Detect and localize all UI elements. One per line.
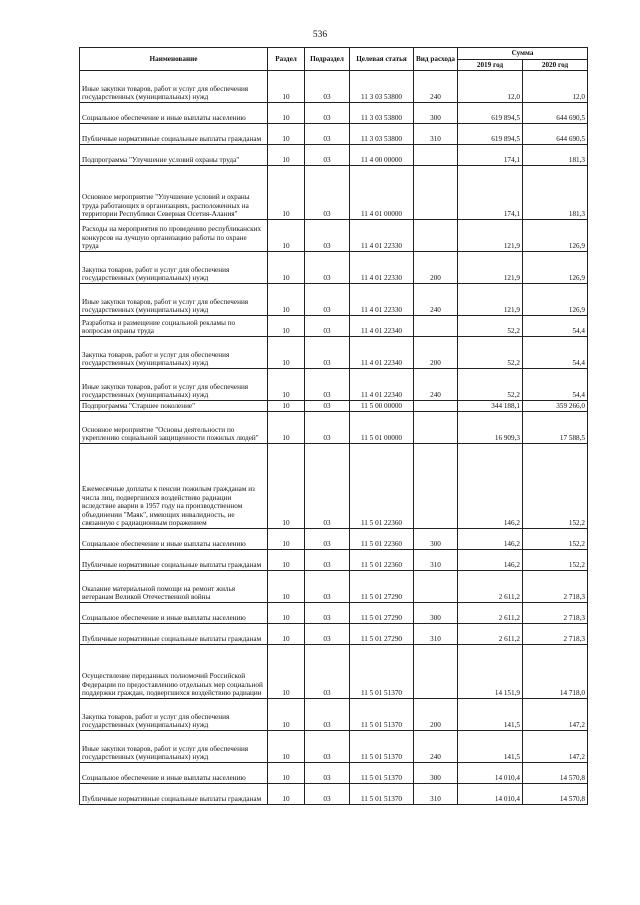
row-section: 10 (268, 252, 305, 284)
row-sum-2019: 146,2 (458, 529, 523, 550)
row-subsection: 03 (305, 337, 350, 369)
row-subsection: 03 (305, 603, 350, 624)
header-sum: Сумма (458, 48, 588, 60)
row-sum-2020: 54,4 (523, 337, 588, 369)
row-target-article: 11 5 01 22360 (350, 529, 414, 550)
header-expense-type: Вид расхода (414, 48, 458, 71)
row-section: 10 (268, 316, 305, 337)
row-name: Иные закупки товаров, работ и услуг для обеспечения государственных (муниципальных) нужд (80, 369, 268, 401)
row-name: Социальное обеспечение и иные выплаты населению (80, 763, 268, 784)
row-sum-2019: 174,1 (458, 145, 523, 166)
row-section: 10 (268, 166, 305, 220)
table-row (80, 252, 588, 284)
table-row (80, 71, 588, 103)
row-target-article: 11 4 01 22340 (350, 316, 414, 337)
row-target-article: 11 5 01 22360 (350, 444, 414, 529)
row-subsection: 03 (305, 369, 350, 401)
row-target-article: 11 5 01 27290 (350, 624, 414, 645)
header-section: Раздел (268, 48, 305, 71)
row-sum-2019: 344 188,1 (458, 401, 523, 412)
row-expense-type: 200 (414, 252, 458, 284)
row-expense-type: 300 (414, 603, 458, 624)
table-body (80, 71, 588, 805)
row-subsection: 03 (305, 103, 350, 124)
row-sum-2020: 181,3 (523, 166, 588, 220)
row-sum-2019: 146,2 (458, 444, 523, 529)
row-target-article: 11 3 03 53800 (350, 103, 414, 124)
row-target-article: 11 5 01 51370 (350, 645, 414, 699)
row-subsection: 03 (305, 784, 350, 805)
row-sum-2019: 12,0 (458, 71, 523, 103)
row-name: Публичные нормативные социальные выплаты гражданам (80, 124, 268, 145)
row-section: 10 (268, 645, 305, 699)
row-expense-type (414, 645, 458, 699)
row-subsection: 03 (305, 699, 350, 731)
row-target-article: 11 4 01 22330 (350, 284, 414, 316)
row-section: 10 (268, 71, 305, 103)
row-section: 10 (268, 369, 305, 401)
row-target-article: 11 4 01 22330 (350, 252, 414, 284)
row-section: 10 (268, 412, 305, 444)
row-sum-2020: 12,0 (523, 71, 588, 103)
row-sum-2020: 14 718,0 (523, 645, 588, 699)
row-section: 10 (268, 103, 305, 124)
row-sum-2019: 52,2 (458, 337, 523, 369)
row-sum-2019: 2 611,2 (458, 624, 523, 645)
row-sum-2020: 54,4 (523, 316, 588, 337)
row-section: 10 (268, 763, 305, 784)
row-sum-2019: 2 611,2 (458, 603, 523, 624)
row-target-article: 11 3 03 53800 (350, 71, 414, 103)
row-target-article: 11 5 01 51370 (350, 763, 414, 784)
table-row (80, 316, 588, 337)
table-row (80, 444, 588, 529)
row-expense-type: 310 (414, 624, 458, 645)
row-subsection: 03 (305, 145, 350, 166)
row-name: Социальное обеспечение и иные выплаты населению (80, 529, 268, 550)
row-target-article: 11 5 01 51370 (350, 784, 414, 805)
row-section: 10 (268, 529, 305, 550)
row-target-article: 11 4 01 22340 (350, 337, 414, 369)
table-row (80, 284, 588, 316)
row-expense-type: 240 (414, 369, 458, 401)
row-sum-2020: 2 718,3 (523, 603, 588, 624)
row-section: 10 (268, 699, 305, 731)
row-subsection: 03 (305, 252, 350, 284)
budget-table (79, 47, 588, 805)
row-subsection: 03 (305, 571, 350, 603)
row-sum-2019: 14 010,4 (458, 784, 523, 805)
row-name: Оказание материальной помощи на ремонт жилья ветеранам Великой Отечественной войны (80, 571, 268, 603)
row-sum-2020: 126,9 (523, 252, 588, 284)
row-sum-2019: 619 894,5 (458, 124, 523, 145)
row-sum-2020: 152,2 (523, 529, 588, 550)
row-target-article: 11 4 01 22340 (350, 369, 414, 401)
row-subsection: 03 (305, 124, 350, 145)
row-sum-2020: 126,9 (523, 284, 588, 316)
table-row (80, 337, 588, 369)
row-section: 10 (268, 624, 305, 645)
row-name: Подпрограмма "Старшее поколение" (80, 401, 268, 412)
row-expense-type: 300 (414, 103, 458, 124)
row-sum-2020: 2 718,3 (523, 571, 588, 603)
table-row (80, 550, 588, 571)
row-expense-type: 240 (414, 284, 458, 316)
table-row (80, 124, 588, 145)
table-row (80, 731, 588, 763)
row-sum-2019: 174,1 (458, 166, 523, 220)
row-section: 10 (268, 444, 305, 529)
row-sum-2020: 147,2 (523, 731, 588, 763)
row-sum-2019: 14 151,9 (458, 645, 523, 699)
row-subsection: 03 (305, 412, 350, 444)
row-target-article: 11 4 01 22330 (350, 220, 414, 252)
row-sum-2020: 152,2 (523, 444, 588, 529)
row-section: 10 (268, 337, 305, 369)
row-sum-2019: 121,9 (458, 220, 523, 252)
row-section: 10 (268, 784, 305, 805)
row-sum-2019: 52,2 (458, 369, 523, 401)
table-row (80, 571, 588, 603)
row-section: 10 (268, 550, 305, 571)
row-target-article: 11 5 01 51370 (350, 731, 414, 763)
row-section: 10 (268, 571, 305, 603)
row-sum-2020: 181,3 (523, 145, 588, 166)
row-sum-2019: 141,5 (458, 731, 523, 763)
table-row (80, 220, 588, 252)
row-section: 10 (268, 220, 305, 252)
table-row (80, 166, 588, 220)
header-year-2019: 2019 год (458, 60, 523, 71)
page-number: 536 (312, 30, 328, 40)
row-sum-2019: 2 611,2 (458, 571, 523, 603)
row-sum-2020: 152,2 (523, 550, 588, 571)
row-section: 10 (268, 401, 305, 412)
row-target-article: 11 4 01 00000 (350, 166, 414, 220)
row-name: Социальное обеспечение и иные выплаты населению (80, 103, 268, 124)
table-row (80, 103, 588, 124)
row-name: Ежемесячные доплаты к пенсии пожилым гражданам из числа лиц, подвергшихся воздействию радиации вследствие аварии в 1957 году на производственном объединении "Маяк", имеющих инвалидность, не связанную с радиационным поражением (80, 444, 268, 529)
row-subsection: 03 (305, 763, 350, 784)
row-sum-2020: 17 588,5 (523, 412, 588, 444)
row-name: Закупка товаров, работ и услуг для обеспечения государственных (муниципальных) нужд (80, 337, 268, 369)
row-sum-2020: 54,4 (523, 369, 588, 401)
row-expense-type: 310 (414, 124, 458, 145)
row-subsection: 03 (305, 731, 350, 763)
row-sum-2019: 619 894,5 (458, 103, 523, 124)
row-expense-type (414, 316, 458, 337)
row-sum-2019: 14 010,4 (458, 763, 523, 784)
row-section: 10 (268, 145, 305, 166)
table-row (80, 401, 588, 412)
header-name: Наименование (80, 48, 268, 71)
row-sum-2020: 126,9 (523, 220, 588, 252)
table-row (80, 529, 588, 550)
row-expense-type: 200 (414, 337, 458, 369)
row-expense-type (414, 571, 458, 603)
table-row (80, 784, 588, 805)
header-year-2020: 2020 год (523, 60, 588, 71)
table-row (80, 369, 588, 401)
table-row (80, 624, 588, 645)
row-name: Осуществление переданных полномочий Российской Федерации по предоставлению отдельных мер социальной поддержки граждан, подвергшихся воздействию радиации (80, 645, 268, 699)
row-sum-2019: 141,5 (458, 699, 523, 731)
row-target-article: 11 5 01 00000 (350, 412, 414, 444)
row-section: 10 (268, 731, 305, 763)
row-expense-type (414, 166, 458, 220)
row-name: Основное мероприятие "Улучшение условий и охраны труда работающих в организациях, расположенных на территории Республики Северная Осетия-Алания" (80, 166, 268, 220)
row-subsection: 03 (305, 284, 350, 316)
row-target-article: 11 5 01 27290 (350, 603, 414, 624)
row-target-article: 11 4 00 00000 (350, 145, 414, 166)
row-name: Социальное обеспечение и иные выплаты населению (80, 603, 268, 624)
table-row (80, 763, 588, 784)
row-expense-type (414, 444, 458, 529)
table-row (80, 699, 588, 731)
table-row (80, 145, 588, 166)
row-name: Разработка и размещение социальной рекламы по вопросам охраны труда (80, 316, 268, 337)
row-expense-type: 310 (414, 784, 458, 805)
row-expense-type: 300 (414, 763, 458, 784)
row-name: Подпрограмма "Улучшение условий охраны труда" (80, 145, 268, 166)
row-target-article: 11 5 01 22360 (350, 550, 414, 571)
row-name: Публичные нормативные социальные выплаты гражданам (80, 784, 268, 805)
row-subsection: 03 (305, 645, 350, 699)
row-subsection: 03 (305, 401, 350, 412)
row-section: 10 (268, 284, 305, 316)
row-subsection: 03 (305, 220, 350, 252)
row-target-article: 11 3 03 53800 (350, 124, 414, 145)
header-subsection: Подраздел (305, 48, 350, 71)
row-section: 10 (268, 603, 305, 624)
header-target: Целевая статья (350, 48, 414, 71)
row-sum-2019: 121,9 (458, 284, 523, 316)
row-name: Иные закупки товаров, работ и услуг для обеспечения государственных (муниципальных) нужд (80, 284, 268, 316)
row-sum-2020: 147,2 (523, 699, 588, 731)
row-expense-type (414, 401, 458, 412)
row-name: Закупка товаров, работ и услуг для обеспечения государственных (муниципальных) нужд (80, 252, 268, 284)
row-subsection: 03 (305, 71, 350, 103)
row-name: Публичные нормативные социальные выплаты гражданам (80, 624, 268, 645)
table-row (80, 603, 588, 624)
row-sum-2019: 52,2 (458, 316, 523, 337)
row-sum-2020: 644 690,5 (523, 103, 588, 124)
row-sum-2019: 121,9 (458, 252, 523, 284)
row-target-article: 11 5 01 27290 (350, 571, 414, 603)
row-name: Основное мероприятие "Основы деятельности по укреплению социальной защищенности пожилых людей" (80, 412, 268, 444)
row-expense-type (414, 220, 458, 252)
row-sum-2020: 644 690,5 (523, 124, 588, 145)
row-expense-type: 200 (414, 699, 458, 731)
row-expense-type: 310 (414, 550, 458, 571)
row-sum-2019: 16 909,3 (458, 412, 523, 444)
row-expense-type (414, 145, 458, 166)
row-expense-type: 240 (414, 71, 458, 103)
row-subsection: 03 (305, 550, 350, 571)
row-sum-2020: 2 718,3 (523, 624, 588, 645)
row-sum-2020: 359 266,0 (523, 401, 588, 412)
row-subsection: 03 (305, 166, 350, 220)
row-target-article: 11 5 01 51370 (350, 699, 414, 731)
row-subsection: 03 (305, 529, 350, 550)
row-sum-2020: 14 570,8 (523, 763, 588, 784)
row-expense-type: 300 (414, 529, 458, 550)
row-name: Закупка товаров, работ и услуг для обеспечения государственных (муниципальных) нужд (80, 699, 268, 731)
table-row (80, 412, 588, 444)
row-section: 10 (268, 124, 305, 145)
row-subsection: 03 (305, 444, 350, 529)
row-expense-type (414, 412, 458, 444)
row-subsection: 03 (305, 624, 350, 645)
row-name: Расходы на мероприятия по проведению республиканских конкурсов на лучшую организацию работы по охране труда (80, 220, 268, 252)
row-sum-2019: 146,2 (458, 550, 523, 571)
row-target-article: 11 5 00 00000 (350, 401, 414, 412)
row-sum-2020: 14 570,8 (523, 784, 588, 805)
row-subsection: 03 (305, 316, 350, 337)
row-name: Публичные нормативные социальные выплаты гражданам (80, 550, 268, 571)
row-expense-type: 240 (414, 731, 458, 763)
table-row (80, 645, 588, 699)
row-name: Иные закупки товаров, работ и услуг для обеспечения государственных (муниципальных) нужд (80, 731, 268, 763)
row-name: Иные закупки товаров, работ и услуг для обеспечения государственных (муниципальных) нужд (80, 71, 268, 103)
